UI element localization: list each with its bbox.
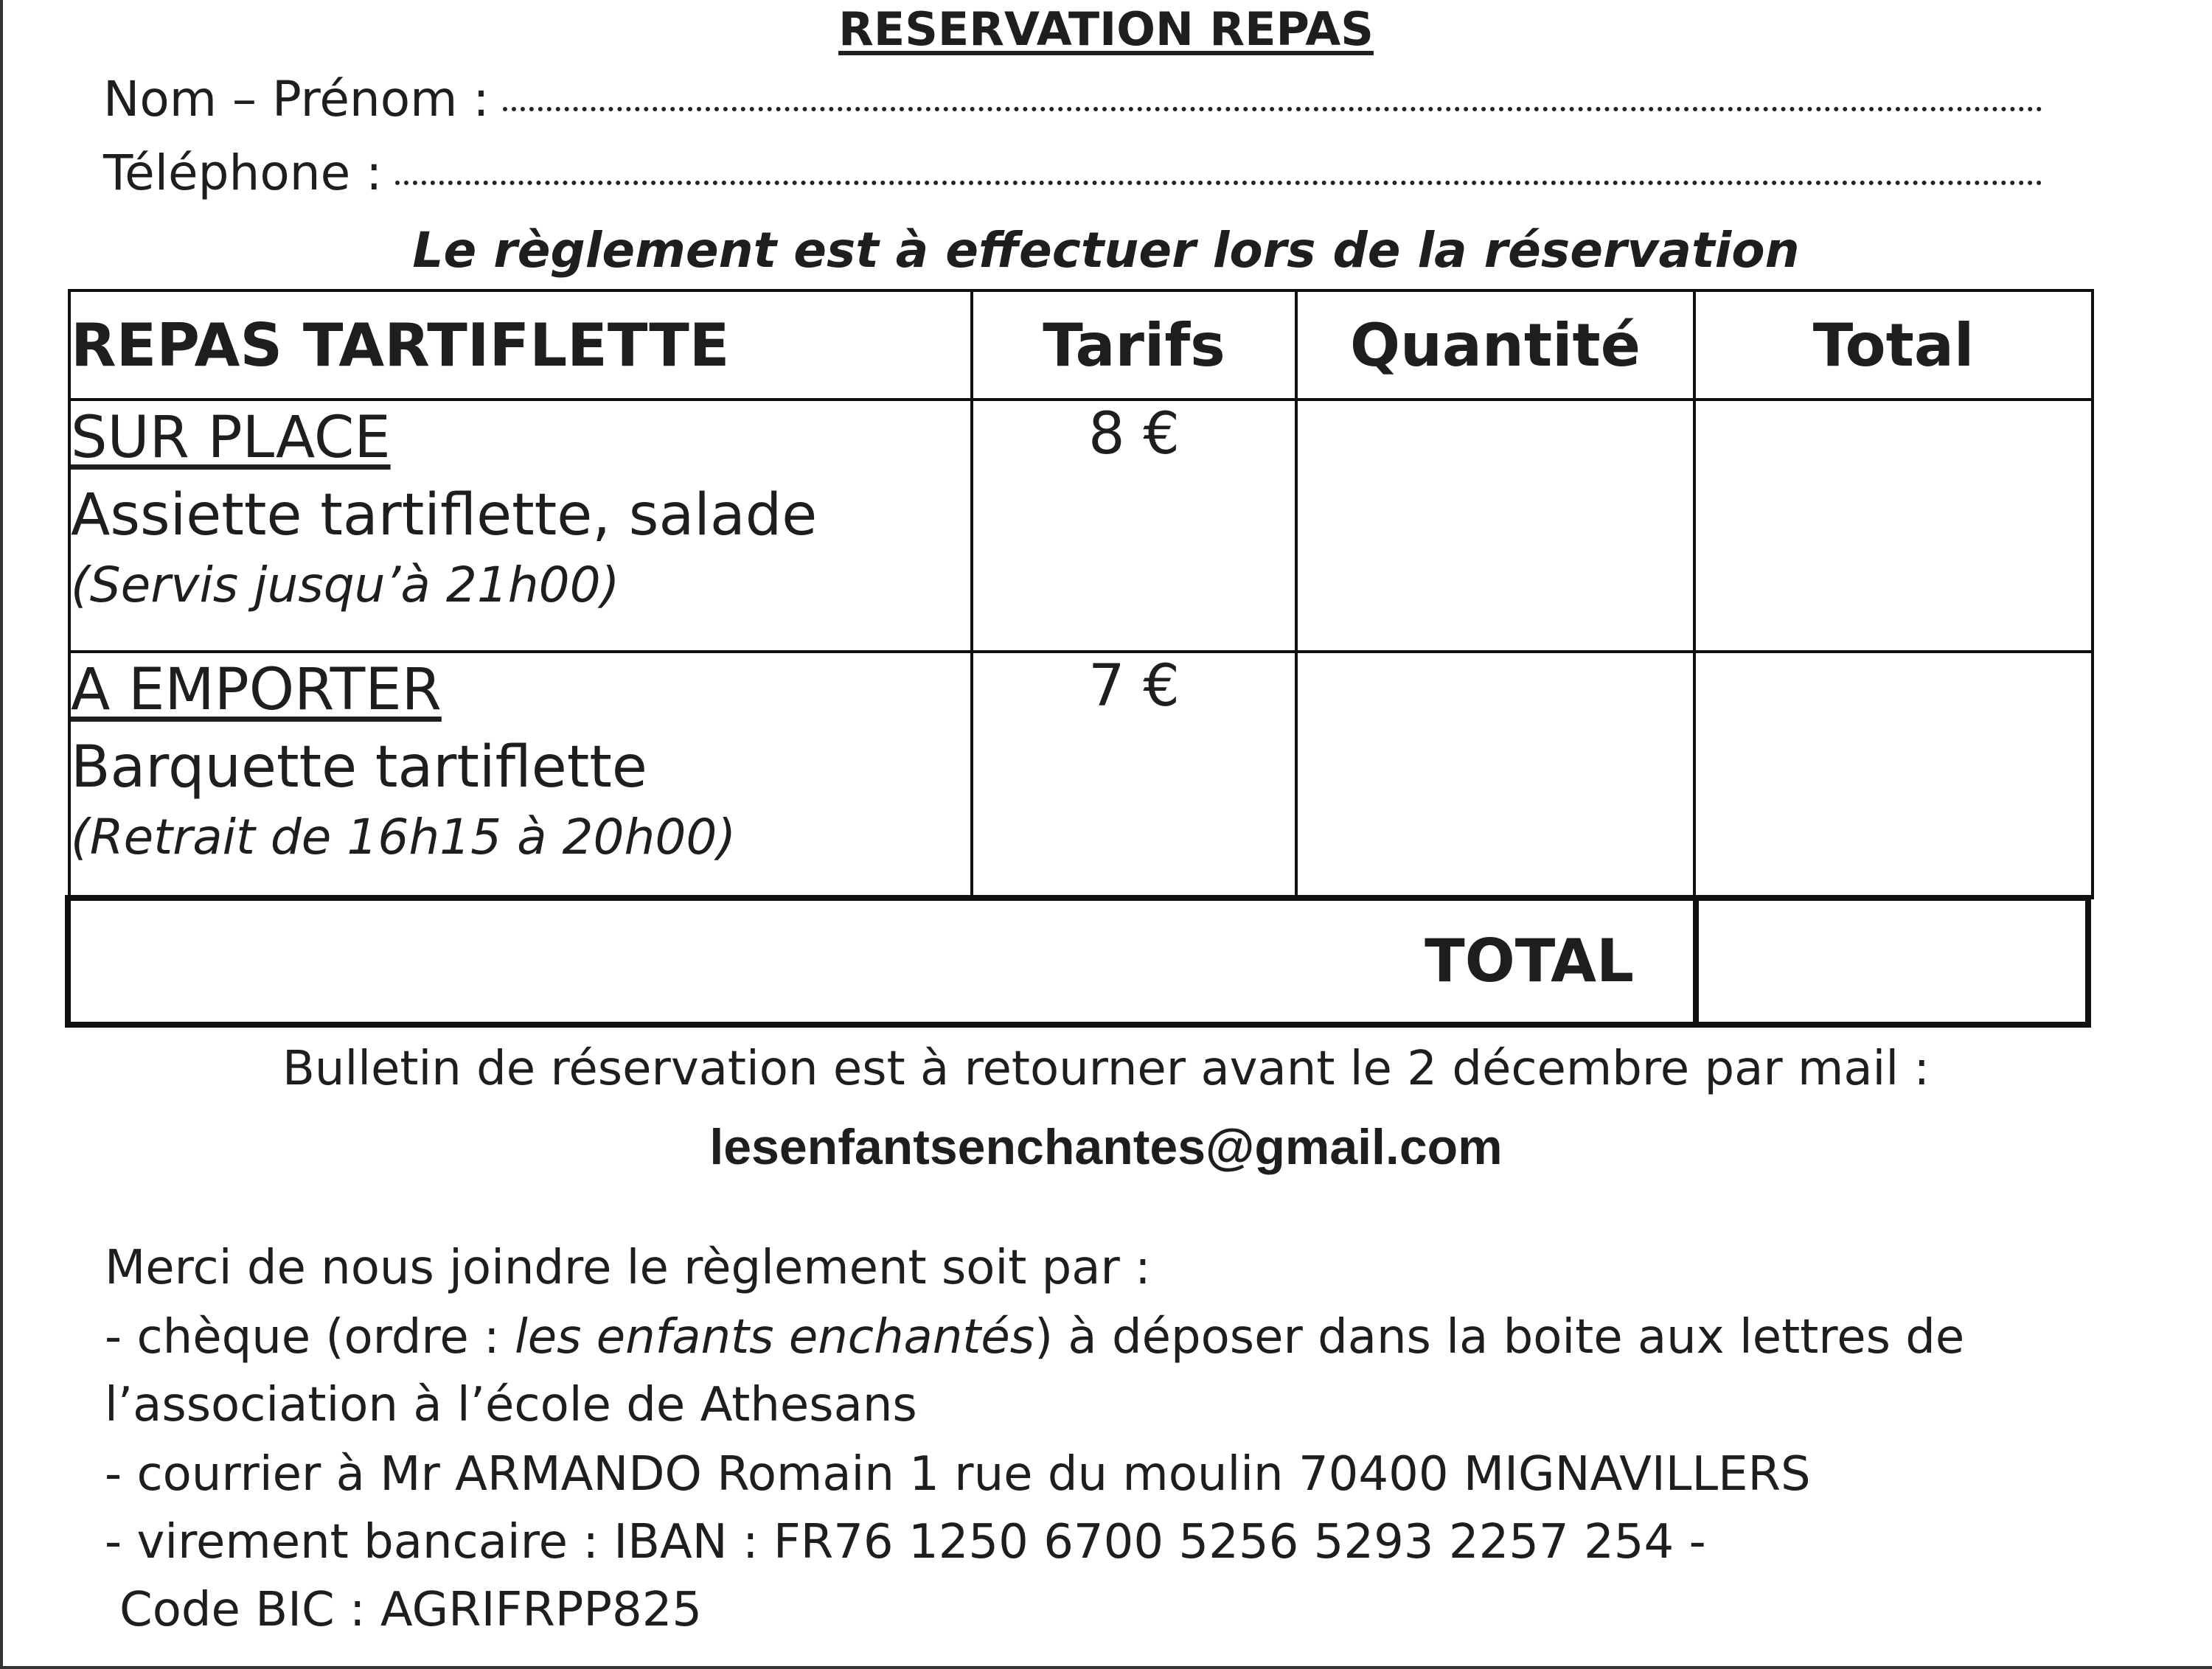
item-price: 8 €	[972, 400, 1296, 652]
contact-email: lesenfantsenchantes@gmail.com	[709, 1119, 1503, 1175]
payment-intro: Merci de nous joindre le règlement soit par :	[105, 1241, 1151, 1295]
payment-cheque	[105, 1308, 1964, 1367]
item-note: (Retrait de 16h15 à 20h00)	[71, 809, 737, 865]
cheque-prefix: - chèque (ordre :	[105, 1310, 515, 1365]
payment-cheque-line2: l’association à l’école de Athesans	[105, 1378, 917, 1432]
item-note: (Servis jusqu’à 21h00)	[71, 557, 620, 613]
header-meal: REPAS TARTIFLETTE	[69, 290, 972, 400]
return-instructions: Bulletin de réservation est à retourner avant le 2 décembre par mail :	[282, 1042, 1930, 1096]
header-price: Tarifs	[972, 290, 1296, 400]
grand-total-row	[65, 895, 2091, 1028]
cheque-suffix: ) à déposer dans la boite aux lettres de	[1034, 1310, 1965, 1365]
item-description: Barquette tartiflette	[71, 734, 647, 801]
phone-dotted-line[interactable]	[395, 181, 2042, 185]
table-row	[69, 652, 2093, 898]
grand-total-label: TOTAL	[1425, 927, 1634, 995]
payment-courrier: - courrier à Mr ARMANDO Romain 1 rue du moulin 70400 MIGNAVILLERS	[105, 1447, 1811, 1502]
header-total: Total	[1694, 290, 2093, 400]
payment-virement: - virement bancaire : IBAN : FR76 1250 6700 5256 5293 2257 254 -	[105, 1515, 1706, 1569]
cheque-order: les enfants enchantés	[514, 1310, 1035, 1365]
menu-table	[68, 289, 2094, 899]
phone-label: Téléphone :	[103, 144, 383, 201]
payment-notice: Le règlement est à effectuer lors de la réservation	[412, 222, 1800, 279]
quantity-cell[interactable]	[1296, 652, 1694, 898]
quantity-cell[interactable]	[1296, 400, 1694, 652]
table-row	[69, 400, 2093, 652]
table-header-row	[69, 290, 2093, 400]
payment-bic: Code BIC : AGRIFRPP825	[119, 1583, 703, 1637]
item-title: SUR PLACE	[71, 405, 391, 471]
name-label: Nom – Prénom :	[103, 71, 490, 128]
item-price: 7 €	[972, 652, 1296, 898]
item-description: Assiette tartiflette, salade	[71, 482, 818, 548]
page-title: RESERVATION REPAS	[838, 2, 1374, 56]
item-cell-sur-place	[69, 400, 972, 652]
name-dotted-line[interactable]	[503, 107, 2042, 111]
grand-total-cell[interactable]	[1693, 901, 2085, 1022]
item-cell-a-emporter	[69, 652, 972, 898]
header-quantity: Quantité	[1296, 290, 1694, 400]
total-cell[interactable]	[1694, 652, 2093, 898]
name-field[interactable]	[103, 71, 2042, 128]
item-title: A EMPORTER	[71, 657, 442, 723]
total-cell[interactable]	[1694, 400, 2093, 652]
phone-field[interactable]	[103, 144, 2042, 201]
